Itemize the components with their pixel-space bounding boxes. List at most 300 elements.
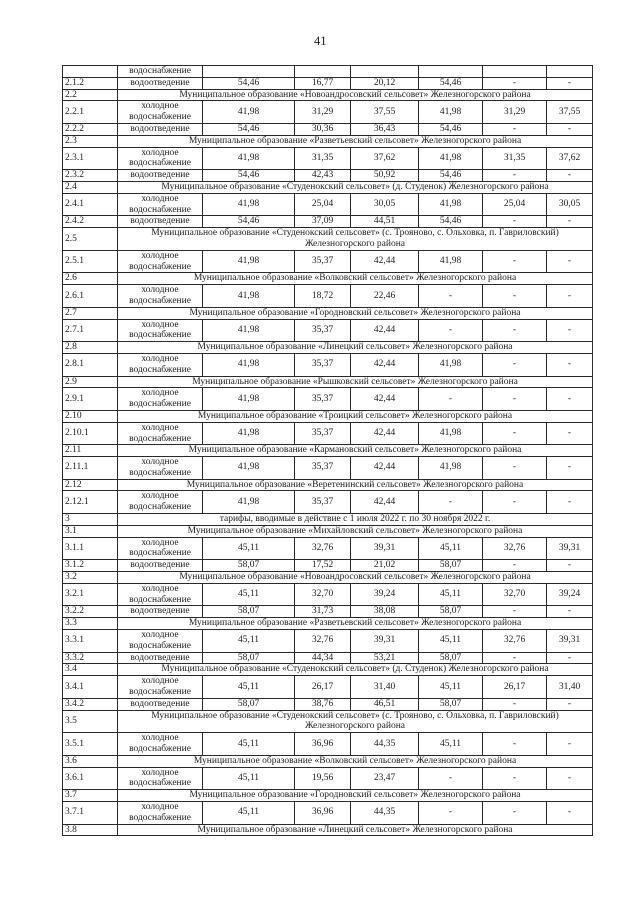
tariff-value: 41,98 [203,422,295,445]
service-name: холодное водоснабжение [118,767,203,790]
tariff-value: 31,29 [295,101,351,124]
section-title: Муниципальное образование «Городновский сельсовет» Железногорского района [118,790,593,802]
tariff-value: 26,17 [295,676,351,699]
section-row [63,755,593,767]
tariff-value: 54,46 [419,170,483,182]
tariff-value: 46,51 [351,698,419,710]
service-name: холодное водоснабжение [118,583,203,606]
tariff-value: - [547,698,593,710]
row-number: 3.6 [63,755,118,767]
tariff-value: - [483,170,547,182]
tariff-value: - [483,285,547,308]
tariff-value: 31,73 [295,606,351,618]
tariff-value: 42,44 [351,250,419,273]
tariff-value: - [483,77,547,89]
tariff-value: 58,07 [203,652,295,664]
row-number: 3.4.2 [63,698,118,710]
tariff-value: 32,70 [295,583,351,606]
tariff-value: 32,70 [483,583,547,606]
row-number: 3.3 [63,618,118,630]
table-row [63,285,593,308]
section-row [63,307,593,319]
section-row [63,135,593,147]
section-title: Муниципальное образование «Волковский сельсовет» Железногорского района [118,273,593,285]
section-title: Муниципальное образование «Веретенинский сельсовет» Железногорского района [118,479,593,491]
tariff-value: 42,44 [351,491,419,514]
tariff-value: 39,24 [547,583,593,606]
tariff-value: 18,72 [295,285,351,308]
tariff-value: - [547,767,593,790]
tariff-value: - [547,606,593,618]
tariff-value: - [547,250,593,273]
row-number: 3.7.1 [63,802,118,825]
tariff-value: 54,46 [419,123,483,135]
section-title: Муниципальное образование «Троицкий сельсовет» Железногорского района [118,410,593,422]
tariff-value: 41,98 [419,353,483,376]
service-name: водоотведение [118,170,203,182]
section-title: Муниципальное образование «Студенокский сельсовет» (с. Трояново, с. Ольховка, п. Гавриловский) Железногорского района [118,710,593,733]
row-number: 3.5 [63,710,118,733]
tariff-value: 58,07 [419,652,483,664]
table-row [63,676,593,699]
table-row [63,250,593,273]
tariff-value: 26,17 [483,676,547,699]
service-name: холодное водоснабжение [118,733,203,756]
row-number: 2.12 [63,479,118,491]
service-name: водоотведение [118,77,203,89]
section-row [63,445,593,457]
service-name: холодное водоснабжение [118,422,203,445]
section-title: Муниципальное образование «Линецкий сельсовет» Железногорского района [118,824,593,836]
section-row [63,790,593,802]
tariff-value [419,66,483,78]
table-row [63,123,593,135]
row-number: 2.4.1 [63,193,118,216]
tariff-value: 30,05 [547,193,593,216]
tariff-value: 25,04 [295,193,351,216]
tariff-value: 36,96 [295,802,351,825]
tariff-value: - [483,216,547,228]
section-row [63,228,593,251]
tariff-value: - [483,250,547,273]
tariff-value: 58,07 [203,606,295,618]
tariff-value: 42,43 [295,170,351,182]
tariff-value: - [483,319,547,342]
section-row [63,824,593,836]
tariff-value: 42,44 [351,422,419,445]
tariff-value: - [483,767,547,790]
tariff-value: 35,37 [295,388,351,411]
row-number: 3.6.1 [63,767,118,790]
table-row [63,388,593,411]
tariff-value: 42,44 [351,353,419,376]
table-row [63,733,593,756]
row-number: 3.3.1 [63,630,118,653]
tariff-value: 30,36 [295,123,351,135]
section-row [63,181,593,193]
tariff-value: 35,37 [295,250,351,273]
tariff-value [547,66,593,78]
tariff-value: 44,34 [295,652,351,664]
tariff-value: 58,07 [203,698,295,710]
table-row [63,193,593,216]
tariff-value: 37,09 [295,216,351,228]
tariff-value: 41,98 [419,147,483,170]
tariff-value: - [483,422,547,445]
tariff-value: 32,76 [295,630,351,653]
table-row [63,491,593,514]
tariff-value [351,66,419,78]
service-name: холодное водоснабжение [118,101,203,124]
section-row [63,479,593,491]
tariff-value: - [483,388,547,411]
tariff-value: 35,37 [295,353,351,376]
service-name: холодное водоснабжение [118,388,203,411]
tariff-value: 45,11 [419,630,483,653]
tariff-value: 54,46 [419,216,483,228]
section-title: Муниципальное образование «Разветьевский сельсовет» Железногорского района [118,135,593,147]
tariff-value: - [483,491,547,514]
tariff-value: 37,62 [351,147,419,170]
service-name: водоотведение [118,123,203,135]
section-title: Муниципальное образование «Студенокский сельсовет» (с. Трояново, с. Ольховка, п. Гавриловский) Железногорского района [118,228,593,251]
table-row [63,216,593,228]
row-number: 3.1.1 [63,537,118,560]
tariff-value: 37,55 [547,101,593,124]
tariff-value: 41,98 [203,101,295,124]
tariff-value: - [419,285,483,308]
service-name: холодное водоснабжение [118,193,203,216]
tariff-value: 16,77 [295,77,351,89]
row-number: 3.3.2 [63,652,118,664]
tariff-value: 44,51 [351,216,419,228]
section-row [63,342,593,354]
row-number: 3.5.1 [63,733,118,756]
row-number: 2.8 [63,342,118,354]
tariff-value: 41,98 [419,193,483,216]
tariff-value: 58,07 [419,606,483,618]
service-name: водоотведение [118,560,203,572]
section-title: Муниципальное образование «Волковский сельсовет» Железногорского района [118,755,593,767]
section-row [63,664,593,676]
row-number: 3 [63,514,118,526]
tariff-value: - [483,123,547,135]
tariff-value: 58,07 [203,560,295,572]
row-number: 2.5.1 [63,250,118,273]
section-title: Муниципальное образование «Городновский сельсовет» Железногорского района [118,307,593,319]
tariff-value: - [419,802,483,825]
tariff-value: 38,76 [295,698,351,710]
tariff-value: - [547,457,593,480]
service-name: водоотведение [118,216,203,228]
section-title: Муниципальное образование «Линецкий сельсовет» Железногорского района [118,342,593,354]
tariff-value: 30,05 [351,193,419,216]
tariff-value: 36,43 [351,123,419,135]
tariff-value: - [547,491,593,514]
row-number: 2.4.2 [63,216,118,228]
tariff-value: - [547,353,593,376]
tariff-value: 37,62 [547,147,593,170]
table-row [63,170,593,182]
tariff-value: - [547,422,593,445]
tariff-value: 36,96 [295,733,351,756]
tariff-value: 58,07 [419,560,483,572]
tariff-value: 41,98 [419,250,483,273]
row-number: 2.11.1 [63,457,118,480]
tariff-value: 17,52 [295,560,351,572]
section-title: Муниципальное образование «Студенокский сельсовет» (д. Студенок) Железногорского района [118,181,593,193]
tariff-value: 45,11 [203,767,295,790]
tariff-value: 39,31 [547,537,593,560]
tariff-value: 41,98 [419,457,483,480]
tariff-value: 42,44 [351,388,419,411]
tariff-value: 44,35 [351,733,419,756]
row-number [63,66,118,78]
section-row [63,376,593,388]
tariff-value: - [483,353,547,376]
section-title: Муниципальное образование «Разветьевский сельсовет» Железногорского района [118,618,593,630]
row-number: 2.2 [63,89,118,101]
table-row [63,66,593,78]
tariff-value: 41,98 [203,319,295,342]
tariff-value: - [547,216,593,228]
row-number: 2.1.2 [63,77,118,89]
row-number: 3.1.2 [63,560,118,572]
tariff-value: 54,46 [419,77,483,89]
tariff-value: 45,11 [419,733,483,756]
table-row [63,698,593,710]
tariff-value: 31,40 [547,676,593,699]
tariff-value: 35,37 [295,319,351,342]
service-name: холодное водоснабжение [118,285,203,308]
tariff-value: 45,11 [203,802,295,825]
row-number: 3.2.2 [63,606,118,618]
tariff-value: 39,31 [351,630,419,653]
tariff-value [483,66,547,78]
row-number: 3.1 [63,525,118,537]
table-row [63,560,593,572]
row-number: 2.10.1 [63,422,118,445]
tariff-value: 41,98 [203,388,295,411]
row-number: 3.7 [63,790,118,802]
section-row [63,525,593,537]
table-row [63,353,593,376]
table-row [63,147,593,170]
row-number: 2.6 [63,273,118,285]
tariff-value: 44,35 [351,802,419,825]
tariff-value: - [483,733,547,756]
tariff-value [203,66,295,78]
section-title: Муниципальное образование «Михайловский сельсовет» Железногорского района [118,525,593,537]
section-row [63,410,593,422]
row-number: 2.10 [63,410,118,422]
tariff-value: 54,46 [203,170,295,182]
table-row [63,537,593,560]
row-number: 3.4.1 [63,676,118,699]
row-number: 2.2.2 [63,123,118,135]
service-name: водоотведение [118,606,203,618]
tariff-value: 42,44 [351,319,419,342]
section-row [63,572,593,584]
service-name: холодное водоснабжение [118,802,203,825]
tariff-value: 54,46 [203,216,295,228]
tariff-value: 41,98 [203,147,295,170]
row-number: 2.5 [63,228,118,251]
row-number: 3.2 [63,572,118,584]
table-row [63,77,593,89]
tariff-value: - [547,170,593,182]
tariff-value: 31,35 [295,147,351,170]
tariff-value: - [483,560,547,572]
table-row [63,802,593,825]
tariff-value: - [547,652,593,664]
tariff-value: 25,04 [483,193,547,216]
table-row [63,319,593,342]
row-number: 3.8 [63,824,118,836]
tariff-value: - [547,319,593,342]
tariff-value: - [547,733,593,756]
tariff-value: 21,02 [351,560,419,572]
tariff-value: 32,76 [295,537,351,560]
tariff-value: 58,07 [419,698,483,710]
section-title: тарифы, вводимые в действие с 1 июля 2022 г. по 30 ноября 2022 г. [118,514,593,526]
section-row [63,273,593,285]
service-name: водоотведение [118,652,203,664]
section-row [63,618,593,630]
service-name: холодное водоснабжение [118,319,203,342]
row-number: 3.4 [63,664,118,676]
section-title: Муниципальное образование «Рышковский сельсовет» Железногорского района [118,376,593,388]
tariff-value: 41,98 [203,457,295,480]
tariff-value: 41,98 [203,193,295,216]
tariff-value: 22,46 [351,285,419,308]
tariff-value: - [483,802,547,825]
tariff-value: 45,11 [203,676,295,699]
tariff-value: 45,11 [203,537,295,560]
table-row [63,457,593,480]
tariff-value: 45,11 [419,676,483,699]
tariff-value: 38,08 [351,606,419,618]
tariff-value: 41,98 [203,285,295,308]
service-name: холодное водоснабжение [118,457,203,480]
tariff-value: 20,12 [351,77,419,89]
tariff-value: 42,44 [351,457,419,480]
row-number: 2.3.1 [63,147,118,170]
tariff-value: 53,21 [351,652,419,664]
table-row [63,583,593,606]
service-name: холодное водоснабжение [118,353,203,376]
tariff-value: 31,29 [483,101,547,124]
row-number: 2.3 [63,135,118,147]
table-row [63,101,593,124]
tariff-value: 39,31 [547,630,593,653]
tariff-value: - [483,652,547,664]
tariff-value: - [547,802,593,825]
tariff-value: 35,37 [295,491,351,514]
tariff-value: 32,76 [483,630,547,653]
tariff-value: 23,47 [351,767,419,790]
tariff-value: - [419,767,483,790]
tariff-value: 45,11 [203,630,295,653]
tariff-value: 41,98 [419,101,483,124]
tariff-value: - [419,319,483,342]
section-row [63,514,593,526]
service-name: холодное водоснабжение [118,250,203,273]
row-number: 2.11 [63,445,118,457]
tariff-value: 45,11 [203,733,295,756]
row-number: 2.12.1 [63,491,118,514]
table-row [63,767,593,790]
tariff-value: - [419,388,483,411]
tariff-value: 45,11 [203,583,295,606]
table-row [63,422,593,445]
tariff-value [295,66,351,78]
tariff-value: 54,46 [203,77,295,89]
tariff-value: 37,55 [351,101,419,124]
tariff-value: 54,46 [203,123,295,135]
table-row [63,652,593,664]
tariff-value: 32,76 [483,537,547,560]
service-name: холодное водоснабжение [118,491,203,514]
page-number: 41 [314,34,327,48]
section-title: Муниципальное образование «Новоандросовский сельсовет» Железногорского района [118,89,593,101]
service-name: холодное водоснабжение [118,630,203,653]
section-title: Муниципальное образование «Кармановский сельсовет» Железногорского района [118,445,593,457]
tariff-value: 50,92 [351,170,419,182]
tariff-value: 41,98 [419,422,483,445]
tariff-table [62,65,593,836]
tariff-value: - [483,698,547,710]
tariff-value: 31,40 [351,676,419,699]
tariff-value: - [547,123,593,135]
tariff-value: 41,98 [203,250,295,273]
row-number: 2.7.1 [63,319,118,342]
service-name: холодное водоснабжение [118,147,203,170]
section-row [63,89,593,101]
service-name: холодное водоснабжение [118,537,203,560]
row-number: 2.8.1 [63,353,118,376]
tariff-value: 45,11 [419,537,483,560]
tariff-value: - [547,285,593,308]
tariff-value: - [419,491,483,514]
row-number: 2.9.1 [63,388,118,411]
row-number: 2.2.1 [63,101,118,124]
row-number: 2.4 [63,181,118,193]
tariff-value: 35,37 [295,457,351,480]
tariff-value: 41,98 [203,491,295,514]
service-name: водоснабжение [118,66,203,78]
row-number: 2.7 [63,307,118,319]
table-row [63,630,593,653]
table-row [63,606,593,618]
tariff-value: - [547,560,593,572]
tariff-value: 19,56 [295,767,351,790]
service-name: водоотведение [118,698,203,710]
tariff-value: 31,35 [483,147,547,170]
tariff-value: 45,11 [419,583,483,606]
tariff-value: 35,37 [295,422,351,445]
tariff-value: - [483,606,547,618]
tariff-value: - [547,77,593,89]
row-number: 3.2.1 [63,583,118,606]
section-title: Муниципальное образование «Новоандросовский сельсовет» Железногорского района [118,572,593,584]
row-number: 2.9 [63,376,118,388]
tariff-value: 41,98 [203,353,295,376]
tariff-value: - [483,457,547,480]
tariff-value: 39,31 [351,537,419,560]
section-row [63,710,593,733]
section-title: Муниципальное образование «Студенокский сельсовет» (д. Студенок) Железногорского района [118,664,593,676]
